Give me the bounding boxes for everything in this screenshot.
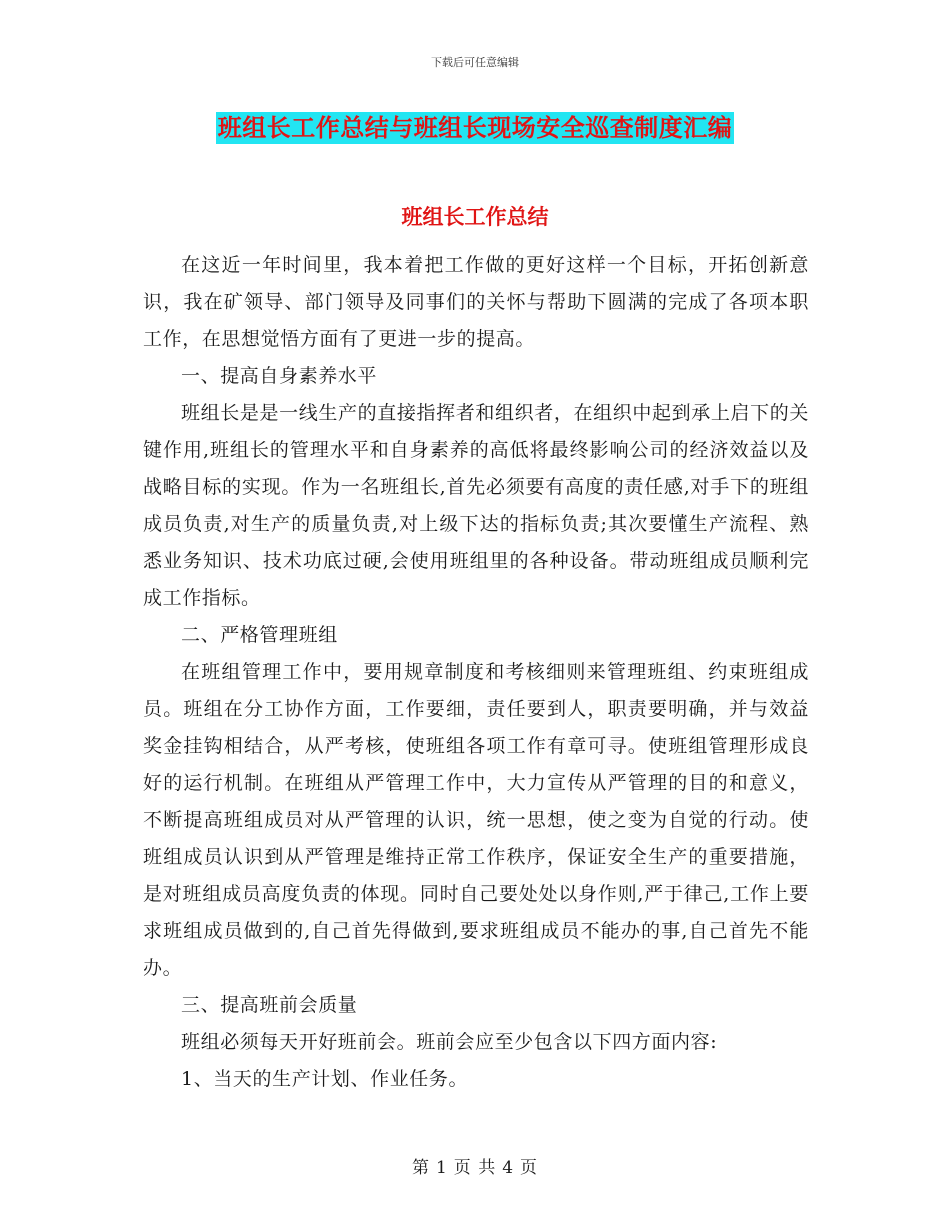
paragraph-3: 班组必须每天开好班前会。班前会应至少包含以下四方面内容: bbox=[181, 1031, 718, 1053]
list-item-1: 1、当天的生产计划、作业任务。 bbox=[181, 1068, 469, 1090]
page-header-note: 下载后可任意编辑 bbox=[431, 56, 519, 69]
footer-total-pages: 4 bbox=[502, 1158, 515, 1178]
paragraph-1: 班组长是是一线生产的直接指挥者和组织者，在组织中起到承上启下的关键作用,班组长的管理水平和自身素养的高低将最终影响公司的经济效益以及战略目标的实现。作为一名班组长,首先必须要有高度的责任感,对手下的班组成员负责,对生产的质量负责,对上级下达的指标负责;其次要懂生产流程、熟悉业务知识、技术功底过硬,会使用班组里的各种设备。带动班组成员顺利完成工作指标。 bbox=[143, 402, 809, 609]
document-title: 班组长工作总结与班组长现场安全巡查制度汇编 bbox=[217, 113, 733, 142]
document-title-container bbox=[0, 112, 950, 144]
paragraph-intro: 在这近一年时间里，我本着把工作做的更好这样一个目标，开拓创新意识，我在矿领导、部门领导及同事们的关怀与帮助下圆满的完成了各项本职工作，在思想觉悟方面有了更进一步的提高。 bbox=[143, 254, 809, 350]
heading-2: 二、严格管理班组 bbox=[181, 624, 338, 646]
page-footer bbox=[0, 1153, 950, 1178]
footer-page-number: 1 bbox=[435, 1158, 448, 1178]
heading-1: 一、提高自身素养水平 bbox=[181, 365, 378, 387]
heading-3: 三、提高班前会质量 bbox=[181, 994, 358, 1016]
paragraph-2: 在班组管理工作中，要用规章制度和考核细则来管理班组、约束班组成员。班组在分工协作方面，工作要细，责任要到人，职责要明确，并与效益奖金挂钩相结合，从严考核，使班组各项工作有章可寻。使班组管理形成良好的运行机制。在班组从严管理工作中，大力宣传从严管理的目的和意义，不断提高班组成员对从严管理的认识，统一思想，使之变为自觉的行动。使班组成员认识到从严管理是维持正常工作秩序，保证安全生产的重要措施，是对班组成员高度负责的体现。同时自己要处处以身作则,严于律己,工作上要求班组成员做到的,自己首先得做到,要求班组成员不能办的事,自己首先不能办。 bbox=[143, 661, 809, 979]
footer-suffix: 页 bbox=[520, 1158, 539, 1178]
footer-prefix: 第 bbox=[411, 1158, 430, 1178]
section-title: 班组长工作总结 bbox=[401, 204, 549, 229]
document-body bbox=[143, 247, 809, 1098]
footer-middle: 页 共 bbox=[453, 1158, 497, 1178]
